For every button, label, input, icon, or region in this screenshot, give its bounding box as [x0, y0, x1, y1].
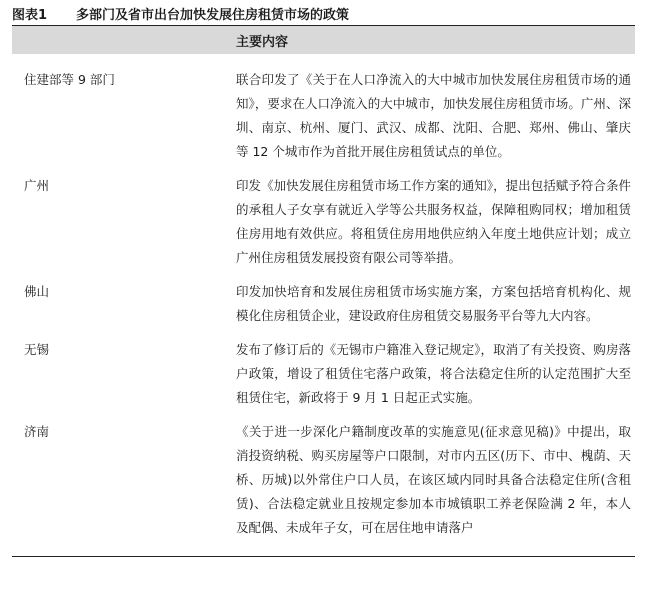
row-content: 印发《加快发展住房租赁市场工作方案的通知》，提出包括赋予符合条件的承租人子女享有就近入学等公共服务权益，保障租购同权；增加租赁住房用地有效供应。将租赁住房用地供应纳入年度土地供应计划；成立广州住房租赁发展投资有限公司等举措。	[236, 178, 631, 265]
row-region: 住建部等 9 部门	[24, 72, 115, 87]
row-region: 济南	[24, 424, 50, 439]
table-row	[12, 420, 635, 540]
row-region: 佛山	[24, 284, 50, 299]
table-row	[12, 68, 635, 164]
table-header	[12, 26, 635, 54]
row-content: 发布了修订后的《无锡市户籍准入登记规定》，取消了有关投资、购房落户政策，增设了租赁住宅落户政策，将合法稳定住所的认定范围扩大至租赁住宅，新政将于 9 月 1 日起正式实施。	[236, 342, 631, 405]
row-content: 《关于进一步深化户籍制度改革的实施意见(征求意见稿)》中提出，取消投资纳税、购买房屋等户口限制，对市内五区(历下、市中、槐荫、天桥、历城)以外常住户口人员，在该区域内同时具备合法稳定住所(含租赁)、合法稳定就业且按规定参加本市城镇职工养老保险满 2 年，本人及配偶、未成年子女，可在居住地申请落户	[236, 424, 631, 535]
table-row	[12, 338, 635, 410]
row-region: 无锡	[24, 342, 50, 357]
table-label: 图表1	[12, 8, 48, 23]
table-title-row	[12, 6, 635, 26]
row-content: 印发加快培育和发展住房租赁市场实施方案，方案包括培育机构化、规模化住房租赁企业，建设政府住房租赁交易服务平台等九大内容。	[236, 284, 631, 323]
table-row	[12, 174, 635, 270]
row-content: 联合印发了《关于在人口净流入的大中城市加快发展住房租赁市场的通知》，要求在人口净流入的大中城市，加快发展住房租赁市场。广州、深圳、南京、杭州、厦门、武汉、成都、沈阳、合肥、郑州、佛山、肇庆等 12 个城市作为首批开展住房租赁试点的单位。	[236, 72, 631, 159]
header-content: 主要内容	[236, 34, 289, 50]
table-bottom-rule	[12, 556, 635, 557]
table-row	[12, 280, 635, 328]
table-title: 多部门及省市出台加快发展住房租赁市场的政策	[76, 8, 350, 23]
row-region: 广州	[24, 178, 50, 193]
